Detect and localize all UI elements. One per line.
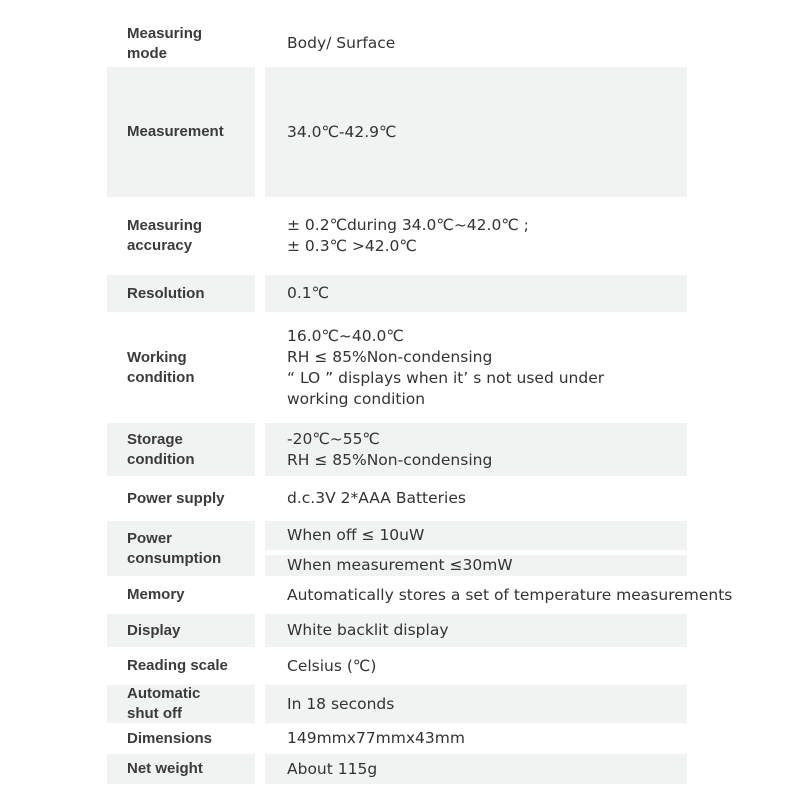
spec-label: Reading scale xyxy=(127,657,228,674)
spec-value-line: Automatically stores a set of temperature measurements xyxy=(287,585,733,604)
spec-row-working-condition xyxy=(107,312,687,423)
spec-value xyxy=(265,20,687,67)
spec-row-display xyxy=(107,614,687,647)
spec-value-line: Body/ Surface xyxy=(287,34,396,52)
spec-value-line: About 115g xyxy=(287,759,378,778)
spec-value xyxy=(265,197,687,275)
spec-row-dimensions xyxy=(107,723,687,754)
spec-value-line: 16.0℃~40.0℃ xyxy=(287,326,404,345)
spec-row-measuring-mode xyxy=(107,20,687,67)
spec-value-line: RH ≤ 85%Non-condensing xyxy=(287,347,493,366)
spec-value xyxy=(265,754,687,784)
spec-label: Dimensions xyxy=(127,729,213,747)
spec-label: Measuring mode xyxy=(127,24,203,62)
spec-value xyxy=(265,67,687,197)
spec-value-line: 0.1℃ xyxy=(287,284,330,302)
spec-table xyxy=(107,20,733,784)
spec-value xyxy=(265,614,687,647)
spec-value-line: -20℃~55℃ xyxy=(287,429,380,448)
spec-label: Resolution xyxy=(107,275,255,312)
spec-label: Power supply xyxy=(127,489,225,507)
spec-row-memory xyxy=(107,576,733,614)
spec-value xyxy=(265,476,687,521)
spec-value-line: ± 0.2℃during 34.0℃~42.0℃ ; xyxy=(287,216,529,234)
spec-row-automatic-shut-off xyxy=(107,685,687,723)
spec-value-line: When off ≤ 10uW xyxy=(287,526,425,544)
spec-value-line: 34.0℃-42.9℃ xyxy=(287,122,397,141)
spec-value-line: ± 0.3℃ >42.0℃ xyxy=(287,237,417,255)
spec-row-power-supply xyxy=(107,476,687,521)
spec-value xyxy=(265,576,733,614)
spec-value-line: “ LO ” displays when it’ s not used under xyxy=(287,368,605,387)
spec-label: Power consumption xyxy=(107,521,255,576)
spec-value-line: When measurement ≤30mW xyxy=(287,556,513,574)
spec-row-reading-scale xyxy=(107,647,687,685)
spec-label: Working condition xyxy=(127,348,195,386)
spec-row-storage-condition xyxy=(107,423,687,476)
spec-row-net-weight xyxy=(107,754,687,784)
spec-value xyxy=(265,647,687,685)
spec-row-power-consumption xyxy=(107,521,687,576)
spec-label: Net weight xyxy=(107,754,255,784)
spec-value-box xyxy=(265,555,687,576)
spec-value-box xyxy=(265,521,687,550)
spec-label: Automatic shut off xyxy=(107,685,255,723)
spec-row-measurement xyxy=(107,67,687,197)
spec-value xyxy=(265,723,687,754)
spec-label: Measurement xyxy=(107,67,255,197)
spec-value-line: working condition xyxy=(287,389,426,408)
spec-value-line: In 18 seconds xyxy=(287,694,395,713)
spec-value xyxy=(265,521,687,576)
spec-value-line: Celsius (℃) xyxy=(287,656,377,675)
spec-row-measuring-accuracy xyxy=(107,197,687,275)
spec-label: Display xyxy=(107,614,255,647)
spec-value xyxy=(265,312,687,423)
spec-label: Measuring accuracy xyxy=(127,217,203,254)
spec-label: Memory xyxy=(127,586,185,603)
spec-value-line: 149mmx77mmx43mm xyxy=(287,729,465,747)
spec-label: Storage condition xyxy=(107,423,255,476)
spec-value xyxy=(265,275,687,312)
spec-row-resolution xyxy=(107,275,687,312)
spec-value xyxy=(265,423,687,476)
spec-value-line: d.c.3V 2*AAA Batteries xyxy=(287,489,466,507)
spec-value-line: RH ≤ 85%Non-condensing xyxy=(287,450,493,469)
spec-value xyxy=(265,685,687,723)
spec-value-line: White backlit display xyxy=(287,621,449,639)
